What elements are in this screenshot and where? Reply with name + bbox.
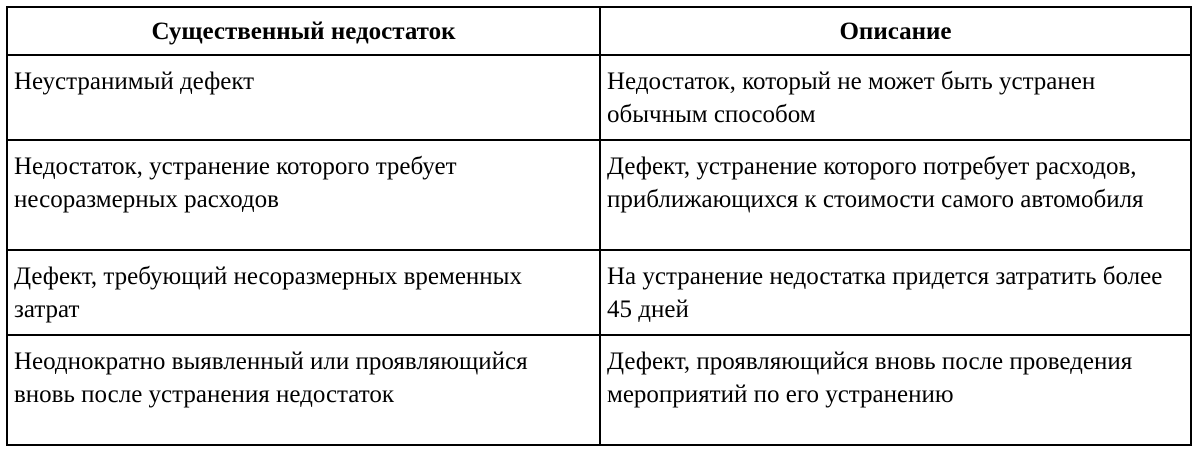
defects-table [6,6,1192,446]
cell-defect: Неоднократно выявленный или проявляющийся вновь после устранения недостаток [7,335,600,445]
cell-defect: Неустранимый дефект [7,55,600,140]
cell-defect: Дефект, требующий несоразмерных временных затрат [7,250,600,335]
cell-description: Дефект, устранение которого потребует расходов, приближающихся к стоимости самого автомобиля [600,140,1191,250]
cell-description: Недостаток, который не может быть устранен обычным способом [600,55,1191,140]
table-row [7,335,1191,445]
cell-description: Дефект, проявляющийся вновь после проведения мероприятий по его устранению [600,335,1191,445]
table-row [7,250,1191,335]
cell-defect: Недостаток, устранение которого требует несоразмерных расходов [7,140,600,250]
table-header-row [7,7,1191,55]
cell-description: На устранение недостатка придется затратить более 45 дней [600,250,1191,335]
header-description: Описание [600,7,1191,55]
header-defect: Существенный недостаток [7,7,600,55]
table-row [7,55,1191,140]
table-row [7,140,1191,250]
defects-table-container [6,6,1190,446]
